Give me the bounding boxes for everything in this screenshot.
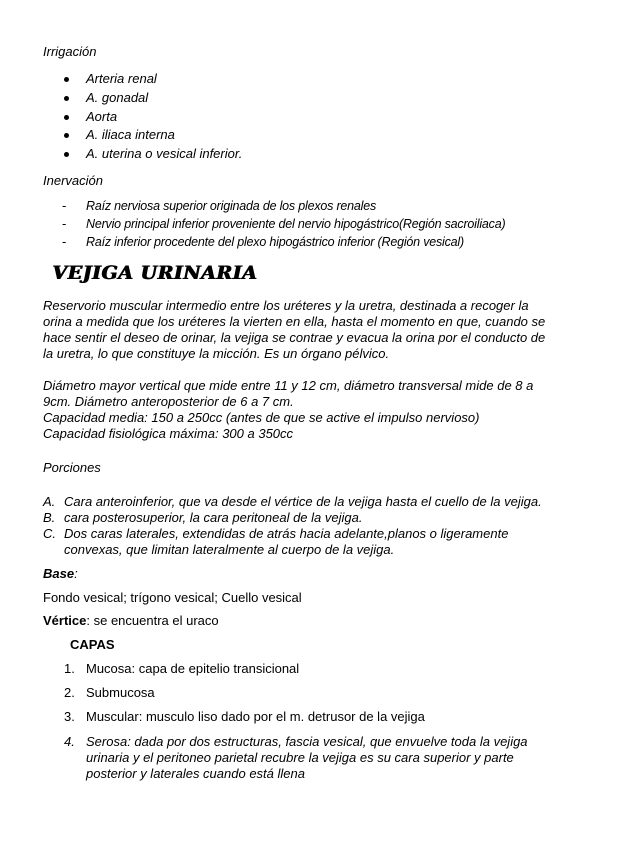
bullet-icon — [64, 115, 69, 120]
paragraph-line: Diámetro mayor vertical que mide entre 11 y 12 cm, diámetro transversal mide de 8 a — [43, 378, 534, 393]
bullet-icon — [64, 133, 69, 138]
list-item: A. uterina o vesical inferior. — [86, 146, 243, 161]
list-item: Arteria renal — [86, 71, 157, 86]
paragraph-line: la uretra, lo que constituye la micción. Es un órgano pélvico. — [43, 346, 390, 361]
list-item: A. iliaca interna — [86, 127, 175, 142]
list-letter: A. — [43, 494, 56, 509]
paragraph-line: orina a medida que los uréteres la vierten en ella, hasta el momento en que, cuando se — [43, 314, 546, 329]
bullet-icon — [64, 96, 69, 101]
base-colon: : — [74, 566, 78, 581]
list-item: A. gonadal — [86, 90, 149, 105]
dash-icon: - — [62, 216, 67, 231]
list-item-continuation: urinaria y el peritoneo parietal recubre la vejiga es su cara superior y parte — [86, 750, 514, 765]
list-number: 3. — [64, 709, 75, 724]
vertice-label: Vértice — [43, 613, 87, 628]
list-item: Raíz inferior procedente del plexo hipogástrico inferior (Región vesical) — [86, 235, 464, 249]
list-item-continuation: posterior y laterales cuando está llena — [86, 766, 305, 781]
paragraph-line: 9cm. Diámetro anteroposterior de 6 a 7 cm. — [43, 394, 294, 409]
list-item: Raíz nerviosa superior originada de los plexos renales — [86, 199, 377, 213]
list-number: 4. — [64, 734, 75, 749]
list-item: Dos caras laterales, extendidas de atrás hacia adelante,planos o ligeramente — [64, 526, 509, 541]
paragraph-line: hace sentir el deseo de orinar, la vejiga se contrae y evacua la orina por el conducto de — [43, 330, 546, 345]
list-item: Serosa: dada por dos estructuras, fascia vesical, que envuelve toda la vejiga — [86, 734, 528, 749]
porciones-heading: Porciones — [43, 460, 101, 475]
list-item: Cara anteroinferior, que va desde el vértice de la vejiga hasta el cuello de la vejiga. — [64, 494, 542, 509]
paragraph-line: Reservorio muscular intermedio entre los uréteres y la uretra, destinada a recoger la — [43, 298, 529, 313]
base-row — [43, 566, 78, 581]
dash-icon: - — [62, 198, 67, 213]
list-letter: C. — [43, 526, 56, 541]
paragraph-line: Capacidad fisiológica máxima: 300 a 350cc — [43, 426, 294, 441]
list-item: Muscular: musculo liso dado por el m. detrusor de la vejiga — [86, 709, 425, 724]
list-item: Nervio principal inferior proveniente del nervio hipogástrico(Región sacroiliaca) — [86, 217, 506, 231]
paragraph-line: Capacidad media: 150 a 250cc (antes de que se active el impulso nervioso) — [43, 410, 480, 425]
vertice-row — [43, 613, 219, 628]
section-title: VEJIGA URINARIA — [52, 262, 257, 284]
inervacion-heading: Inervación — [43, 173, 103, 188]
bullet-icon — [64, 152, 69, 157]
vertice-text: : se encuentra el uraco — [86, 613, 219, 628]
list-item: Aorta — [86, 109, 118, 124]
bullet-icon — [64, 77, 69, 82]
list-item-continuation: convexas, que limitan lateralmente al cuerpo de la vejiga. — [64, 542, 395, 557]
list-number: 1. — [64, 661, 75, 676]
list-letter: B. — [43, 510, 56, 525]
base-label: Base — [43, 566, 75, 581]
list-item: Submucosa — [86, 685, 155, 700]
capas-heading: CAPAS — [70, 637, 115, 652]
dash-icon: - — [62, 234, 67, 249]
irrigacion-heading: Irrigación — [43, 44, 97, 59]
list-item: Mucosa: capa de epitelio transicional — [86, 661, 300, 676]
list-number: 2. — [64, 685, 75, 700]
base-text: Fondo vesical; trígono vesical; Cuello vesical — [43, 590, 302, 605]
list-item: cara posterosuperior, la cara peritoneal de la vejiga. — [64, 510, 363, 525]
